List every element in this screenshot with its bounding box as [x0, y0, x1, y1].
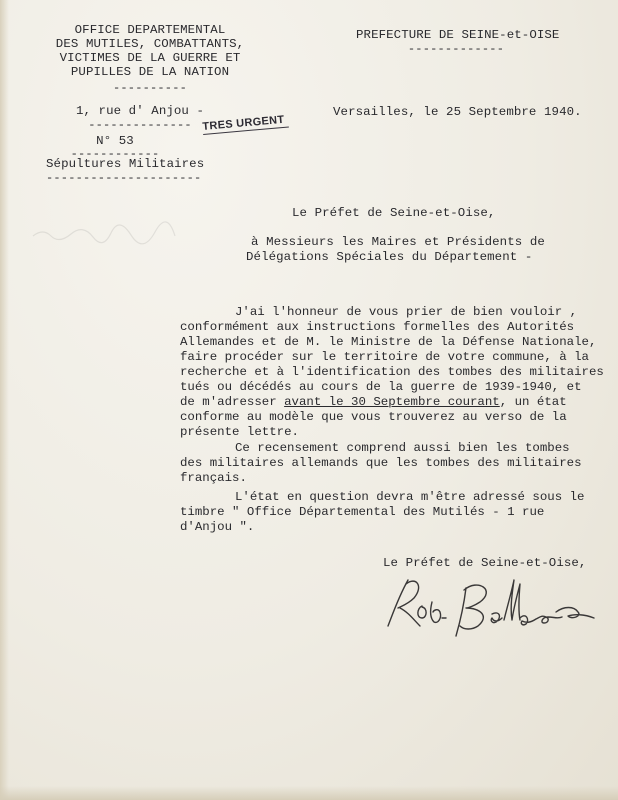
office-line-1: OFFICE DEPARTEMENTAL — [74, 23, 226, 37]
paragraph-1-line-3: Allemandes et de M. le Ministre de la Défense Nationale, — [180, 335, 597, 349]
number-separator: ------------ — [70, 147, 160, 161]
paragraph-2-line-3: français. — [180, 471, 247, 485]
address-separator: -------------- — [88, 118, 192, 132]
paragraph-1-line-7 — [180, 395, 604, 410]
handwritten-signature — [380, 568, 605, 653]
office-address: 1, rue d' Anjou - — [75, 104, 205, 118]
deadline-intro: de m'adresser — [180, 395, 285, 409]
paragraph-1-line-1: J'ai l'honneur de vous prier de bien vouloir , — [235, 305, 578, 319]
service-name: Sépultures Militaires — [46, 157, 205, 171]
paragraph-3-line-3: d'Anjou ". — [180, 520, 255, 534]
paragraph-2-line-1: Ce recensement comprend aussi bien les tombes — [235, 441, 570, 455]
place-and-date: Versailles, le 25 Septembre 1940. — [333, 105, 582, 119]
paper-bottom-shadow — [0, 786, 618, 800]
prefecture-separator: ------------- — [407, 42, 505, 56]
closing-line: Le Préfet de Seine-et-Oise, — [383, 556, 587, 570]
paper-edge-shadow — [0, 0, 9, 800]
paragraph-2 — [180, 441, 582, 486]
prefecture-name: PREFECTURE DE SEINE-et-OISE — [356, 28, 560, 42]
paragraph-1-line-6: tués ou décédés au cours de la guerre de 1939-1940, et — [180, 380, 582, 394]
bleed-through-marks — [28, 218, 198, 248]
paragraph-1-line-8: conforme au modèle que vous trouverez au verso de la — [180, 410, 567, 424]
office-line-4: PUPILLES DE LA NATION — [70, 65, 230, 79]
office-line-3: VICTIMES DE LA GUERRE ET — [59, 51, 241, 65]
paragraph-3 — [180, 490, 584, 535]
recipient-line-2: Délégations Spéciales du Département - — [246, 250, 533, 264]
paragraph-1-line-9: présente lettre. — [180, 425, 299, 439]
urgent-stamp-text: TRES URGENT — [202, 113, 285, 133]
paragraph-1 — [180, 305, 604, 440]
sender-line: Le Préfet de Seine-et-Oise, — [292, 206, 496, 220]
deadline-outro: , un état — [499, 395, 567, 409]
office-line-2: DES MUTILES, COMBATTANTS, — [55, 37, 245, 51]
paragraph-1-line-2: conformément aux instructions formelles des Autorités — [180, 320, 575, 334]
paragraph-1-line-4: faire procéder sur le territoire de votre commune, à la — [180, 350, 589, 364]
recipient-line-1: à Messieurs les Maires et Présidents de — [251, 235, 545, 249]
deadline-underlined: avant le 30 Septembre courant — [284, 395, 500, 409]
paragraph-1-line-5: recherche et à l'identification des tombes des militaires — [180, 365, 604, 379]
paragraph-3-line-1: L'état en question devra m'être adressé sous le — [235, 490, 585, 504]
reference-number: N° 53 — [96, 134, 134, 148]
paragraph-2-line-2: des militaires allemands que les tombes des militaires — [180, 456, 582, 470]
office-separator: ---------- — [112, 81, 187, 95]
paragraph-3-line-2: timbre " Office Départemental des Mutilés - 1 rue — [180, 505, 545, 519]
service-separator: --------------------- — [46, 171, 202, 185]
